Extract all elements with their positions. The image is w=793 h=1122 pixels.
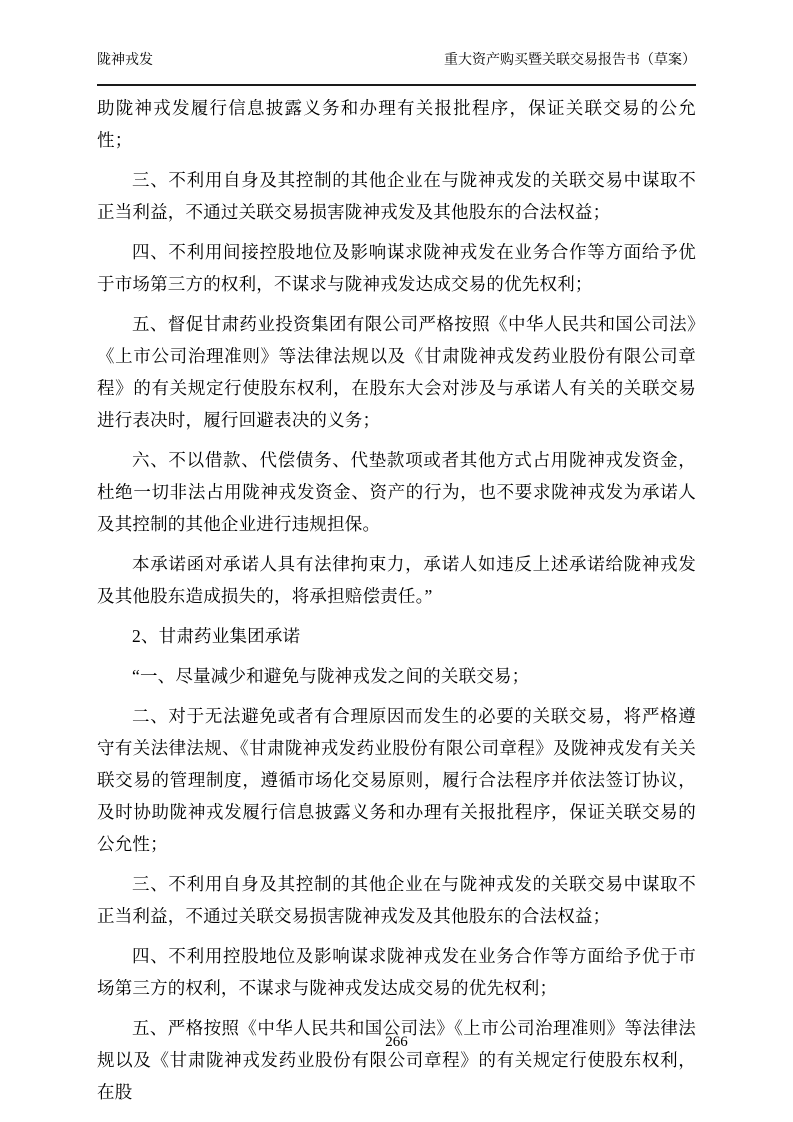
body-paragraph: “一、尽量减少和避免与陇神戎发之间的关联交易； [132,666,530,686]
header-report-title: 重大资产购买暨关联交易报告书（草案） [444,53,696,68]
section-heading: 2、甘肃药业集团承诺 [132,626,301,646]
body-paragraph: 助陇神戎发履行信息披露义务和办理有关报批程序，保证关联交易的公允性； [97,98,696,150]
body-paragraph: 四、不利用间接控股地位及影响谋求陇神戎发在业务合作等方面给予优于市场第三方的权利，不谋求与陇神戎发达成交易的优先权利； [97,242,696,294]
body-paragraph: 三、不利用自身及其控制的其他企业在与陇神戎发的关联交易中谋取不正当利益，不通过关联交易损害陇神戎发及其他股东的合法权益； [97,170,696,222]
body-paragraph: 四、不利用控股地位及影响谋求陇神戎发在业务合作等方面给予优于市场第三方的权利，不谋求与陇神戎发达成交易的优先权利； [97,946,696,998]
body-paragraph: 五、严格按照《中华人民共和国公司法》《上市公司治理准则》等法律法规以及《甘肃陇神戎发药业股份有限公司章程》的有关规定行使股东权利，在股 [97,1018,696,1102]
document-body [97,86,696,1116]
body-paragraph: 二、对于无法避免或者有合理原因而发生的必要的关联交易，将严格遵守有关法律法规、《甘肃陇神戎发药业股份有限公司章程》及陇神戎发有关关联交易的管理制度，遵循市场化交易原则，履行合法程序并依法签订协议，及时协助陇神戎发履行信息披露义务和办理有关报批程序，保证关联交易的公允性； [97,706,696,854]
body-paragraph: 本承诺函对承诺人具有法律拘束力，承诺人如违反上述承诺给陇神戎发及其他股东造成损失的，将承担赔偿责任。” [97,554,696,606]
page-header [97,50,696,86]
body-paragraph: 三、不利用自身及其控制的其他企业在与陇神戎发的关联交易中谋取不正当利益，不通过关联交易损害陇神戎发及其他股东的合法权益； [97,874,696,926]
page-footer [0,1030,793,1054]
header-company-name: 陇神戎发 [97,53,153,68]
body-paragraph: 六、不以借款、代偿债务、代垫款项或者其他方式占用陇神戎发资金，杜绝一切非法占用陇神戎发资金、资产的行为，也不要求陇神戎发为承诺人及其控制的其他企业进行违规担保。 [97,450,696,534]
body-paragraph: 五、督促甘肃药业投资集团有限公司严格按照《中华人民共和国公司法》《上市公司治理准则》等法律法规以及《甘肃陇神戎发药业股份有限公司章程》的有关规定行使股东权利，在股东大会对涉及与承诺人有关的关联交易进行表决时，履行回避表决的义务； [97,314,696,430]
page-number: 266 [385,1034,408,1050]
